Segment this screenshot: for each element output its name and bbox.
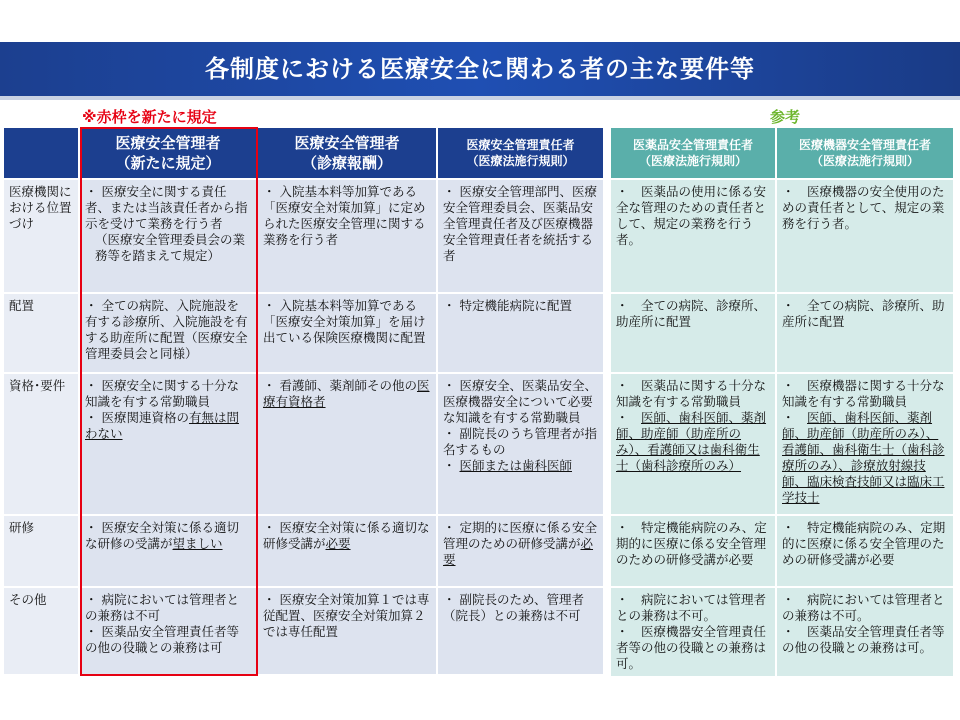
main-requirements-table — [4, 128, 605, 676]
page-title: 各制度における医療安全に関わる者の主な要件等 — [205, 55, 755, 83]
ref-row-other — [611, 588, 955, 678]
cell: ・ 医療安全対策加算１では専従配置、医療安全対策加算２では専任配置 — [258, 588, 438, 676]
header-empty — [4, 128, 80, 180]
cell-text-underlined: 医療有資格者 — [263, 378, 430, 409]
header-drug-safety-manager — [611, 128, 777, 180]
cell-text: ・ 医療安全対策に係る適切な研修受講が — [263, 520, 430, 551]
header-subtext: （診療報酬） — [301, 154, 392, 172]
row-training — [4, 516, 605, 588]
cell — [80, 180, 258, 294]
cell: ・ 医薬品の使用に係る安全な管理のための責任者として、規定の業務を行う者。 — [611, 180, 777, 294]
cell — [611, 374, 777, 516]
ref-row-placement — [611, 294, 955, 374]
cell-text-underlined: 必要 — [443, 536, 594, 567]
cell: ・ 入院基本料等加算である「医療安全対策加算」に定められた医療安全管理に関する業務を行う者 — [258, 180, 438, 294]
row-other — [4, 588, 605, 676]
cell — [80, 374, 258, 516]
cell — [80, 588, 258, 676]
cell — [80, 516, 258, 588]
cell-text: （医療安全管理委員会の業務等を踏まえて規定） — [95, 232, 246, 263]
row-placement — [4, 294, 605, 374]
banner-stripe — [0, 96, 960, 100]
cell-text: ・ — [782, 410, 808, 425]
header-subtext: （医療法施行規則） — [638, 154, 747, 168]
cell: ・ 特定機能病院のみ、定期的に医療に係る安全管理のための研修受講が必要 — [777, 516, 955, 588]
row-label: 医療機関における位置づけ — [4, 180, 80, 294]
cell-text: ・ 病院においては管理者との兼務は不可。 — [616, 592, 767, 623]
cell — [777, 588, 955, 678]
row-label: 資格･要件 — [4, 374, 80, 516]
reference-table — [611, 128, 955, 678]
cell-text: ・ 医薬品安全管理責任者等の他の役職との兼務は可。 — [782, 624, 945, 655]
row-label: その他 — [4, 588, 80, 676]
cell — [438, 516, 605, 588]
ref-row-position — [611, 180, 955, 294]
header-row — [4, 128, 605, 180]
cell-text: ・ 医療安全、医薬品安全、医療機器安全について必要な知識を有する常勤職員 — [443, 378, 597, 425]
row-label: 研修 — [4, 516, 80, 588]
cell: ・ 入院基本料等加算である「医療安全対策加算」を届け出ている保険医療機関に配置 — [258, 294, 438, 374]
header-text: 医薬品安全管理責任者 — [632, 138, 753, 152]
cell: ・ 副院長のため、管理者（院長）との兼務は不可 — [438, 588, 605, 676]
cell-text-underlined: 医師、歯科医師、薬剤師、助産師（助産所のみ）、看護師、歯科衛生士（歯科診療所のみ）、診療放射線技師、臨床検査技師又は臨床工学技士 — [782, 410, 945, 505]
cell-text: ・ 医療機器に関する十分な知識を有する常勤職員 — [782, 378, 945, 409]
cell-text: ・ 医療安全に関する十分な知識を有する常勤職員 — [85, 378, 239, 409]
header-text: 医療安全管理者 — [115, 134, 221, 152]
header-device-safety-manager — [777, 128, 955, 180]
header-subtext: （新たに規定） — [115, 154, 221, 172]
cell: ・ 医療機器の安全使用のための責任者として、規定の業務を行う者。 — [777, 180, 955, 294]
header-text: 医療安全管理責任者 — [466, 138, 575, 152]
new-rule-note: ※赤枠を新たに規定 — [82, 108, 217, 126]
cell: ・ 全ての病院、入院施設を有する診療所、入院施設を有する助産所に配置（医療安全管理委員会と同様） — [80, 294, 258, 374]
cell-text: ・ 病院においては管理者との兼務は不可 — [85, 592, 239, 623]
cell: ・ 全ての病院、診療所、助産所に配置 — [777, 294, 955, 374]
header-subtext: （医療法施行規則） — [810, 154, 919, 168]
row-label: 配置 — [4, 294, 80, 374]
cell-text-underlined: 有無は問わない — [85, 410, 239, 441]
ref-header-row — [611, 128, 955, 180]
header-subtext: （医療法施行規則） — [466, 154, 575, 168]
header-text: 医療安全管理者 — [294, 134, 400, 152]
cell-text: ・ 医薬品安全管理責任者等の他の役職との兼務は可 — [85, 624, 239, 655]
header-safety-manager-fee — [258, 128, 438, 180]
cell: ・ 特定機能病院に配置 — [438, 294, 605, 374]
ref-row-training — [611, 516, 955, 588]
row-qualification — [4, 374, 605, 516]
cell-text: ・ 病院においては管理者との兼務は不可。 — [782, 592, 945, 623]
ref-row-qualification — [611, 374, 955, 516]
cell-text: ・ 医療安全対策に係る適切な研修の受講が — [85, 520, 239, 551]
cell-text: ・ 医療機器安全管理責任者等の他の役職との兼務は可。 — [616, 624, 767, 671]
cell-text-underlined: 医師または歯科医師 — [459, 458, 572, 473]
cell-text: ・ 医療関連資格の — [85, 410, 189, 425]
cell-text: ・ 定期的に医療に係る安全管理のための研修受講が — [443, 520, 597, 551]
cell-text-underlined: 望ましい — [172, 536, 223, 551]
reference-label: 参考 — [770, 108, 801, 126]
cell-text: ・ 医薬品に関する十分な知識を有する常勤職員 — [616, 378, 767, 409]
cell — [258, 374, 438, 516]
header-text: 医療機器安全管理責任者 — [798, 138, 931, 152]
row-position — [4, 180, 605, 294]
cell — [258, 516, 438, 588]
cell-text: ・ — [616, 410, 642, 425]
cell-text: ・ 医療安全に関する責任者、または当該責任者から指示を受けて業務を行う者 — [85, 184, 248, 231]
cell-text: ・ 副院長のうち管理者が指名するもの — [443, 426, 597, 457]
cell: ・ 医療安全管理部門、医療安全管理委員会、医薬品安全管理責任者及び医療機器安全管理責任者を統括する者 — [438, 180, 605, 294]
cell-text-underlined: 医師、歯科医師、薬剤師、助産師（助産所のみ）、看護師又は歯科衛生士（歯科診療所のみ） — [616, 410, 767, 473]
cell-text-underlined: 必要 — [325, 536, 351, 551]
header-safety-responsible-person — [438, 128, 605, 180]
cell: ・ 全ての病院、診療所、助産所に配置 — [611, 294, 777, 374]
cell — [777, 374, 955, 516]
header-new-safety-manager — [80, 128, 258, 180]
cell-text: ・ 看護師、薬剤師その他の — [263, 378, 417, 393]
cell — [611, 588, 777, 678]
cell: ・ 特定機能病院のみ、定期的に医療に係る安全管理のための研修受講が必要 — [611, 516, 777, 588]
cell — [438, 374, 605, 516]
cell-text: ・ — [443, 458, 460, 473]
